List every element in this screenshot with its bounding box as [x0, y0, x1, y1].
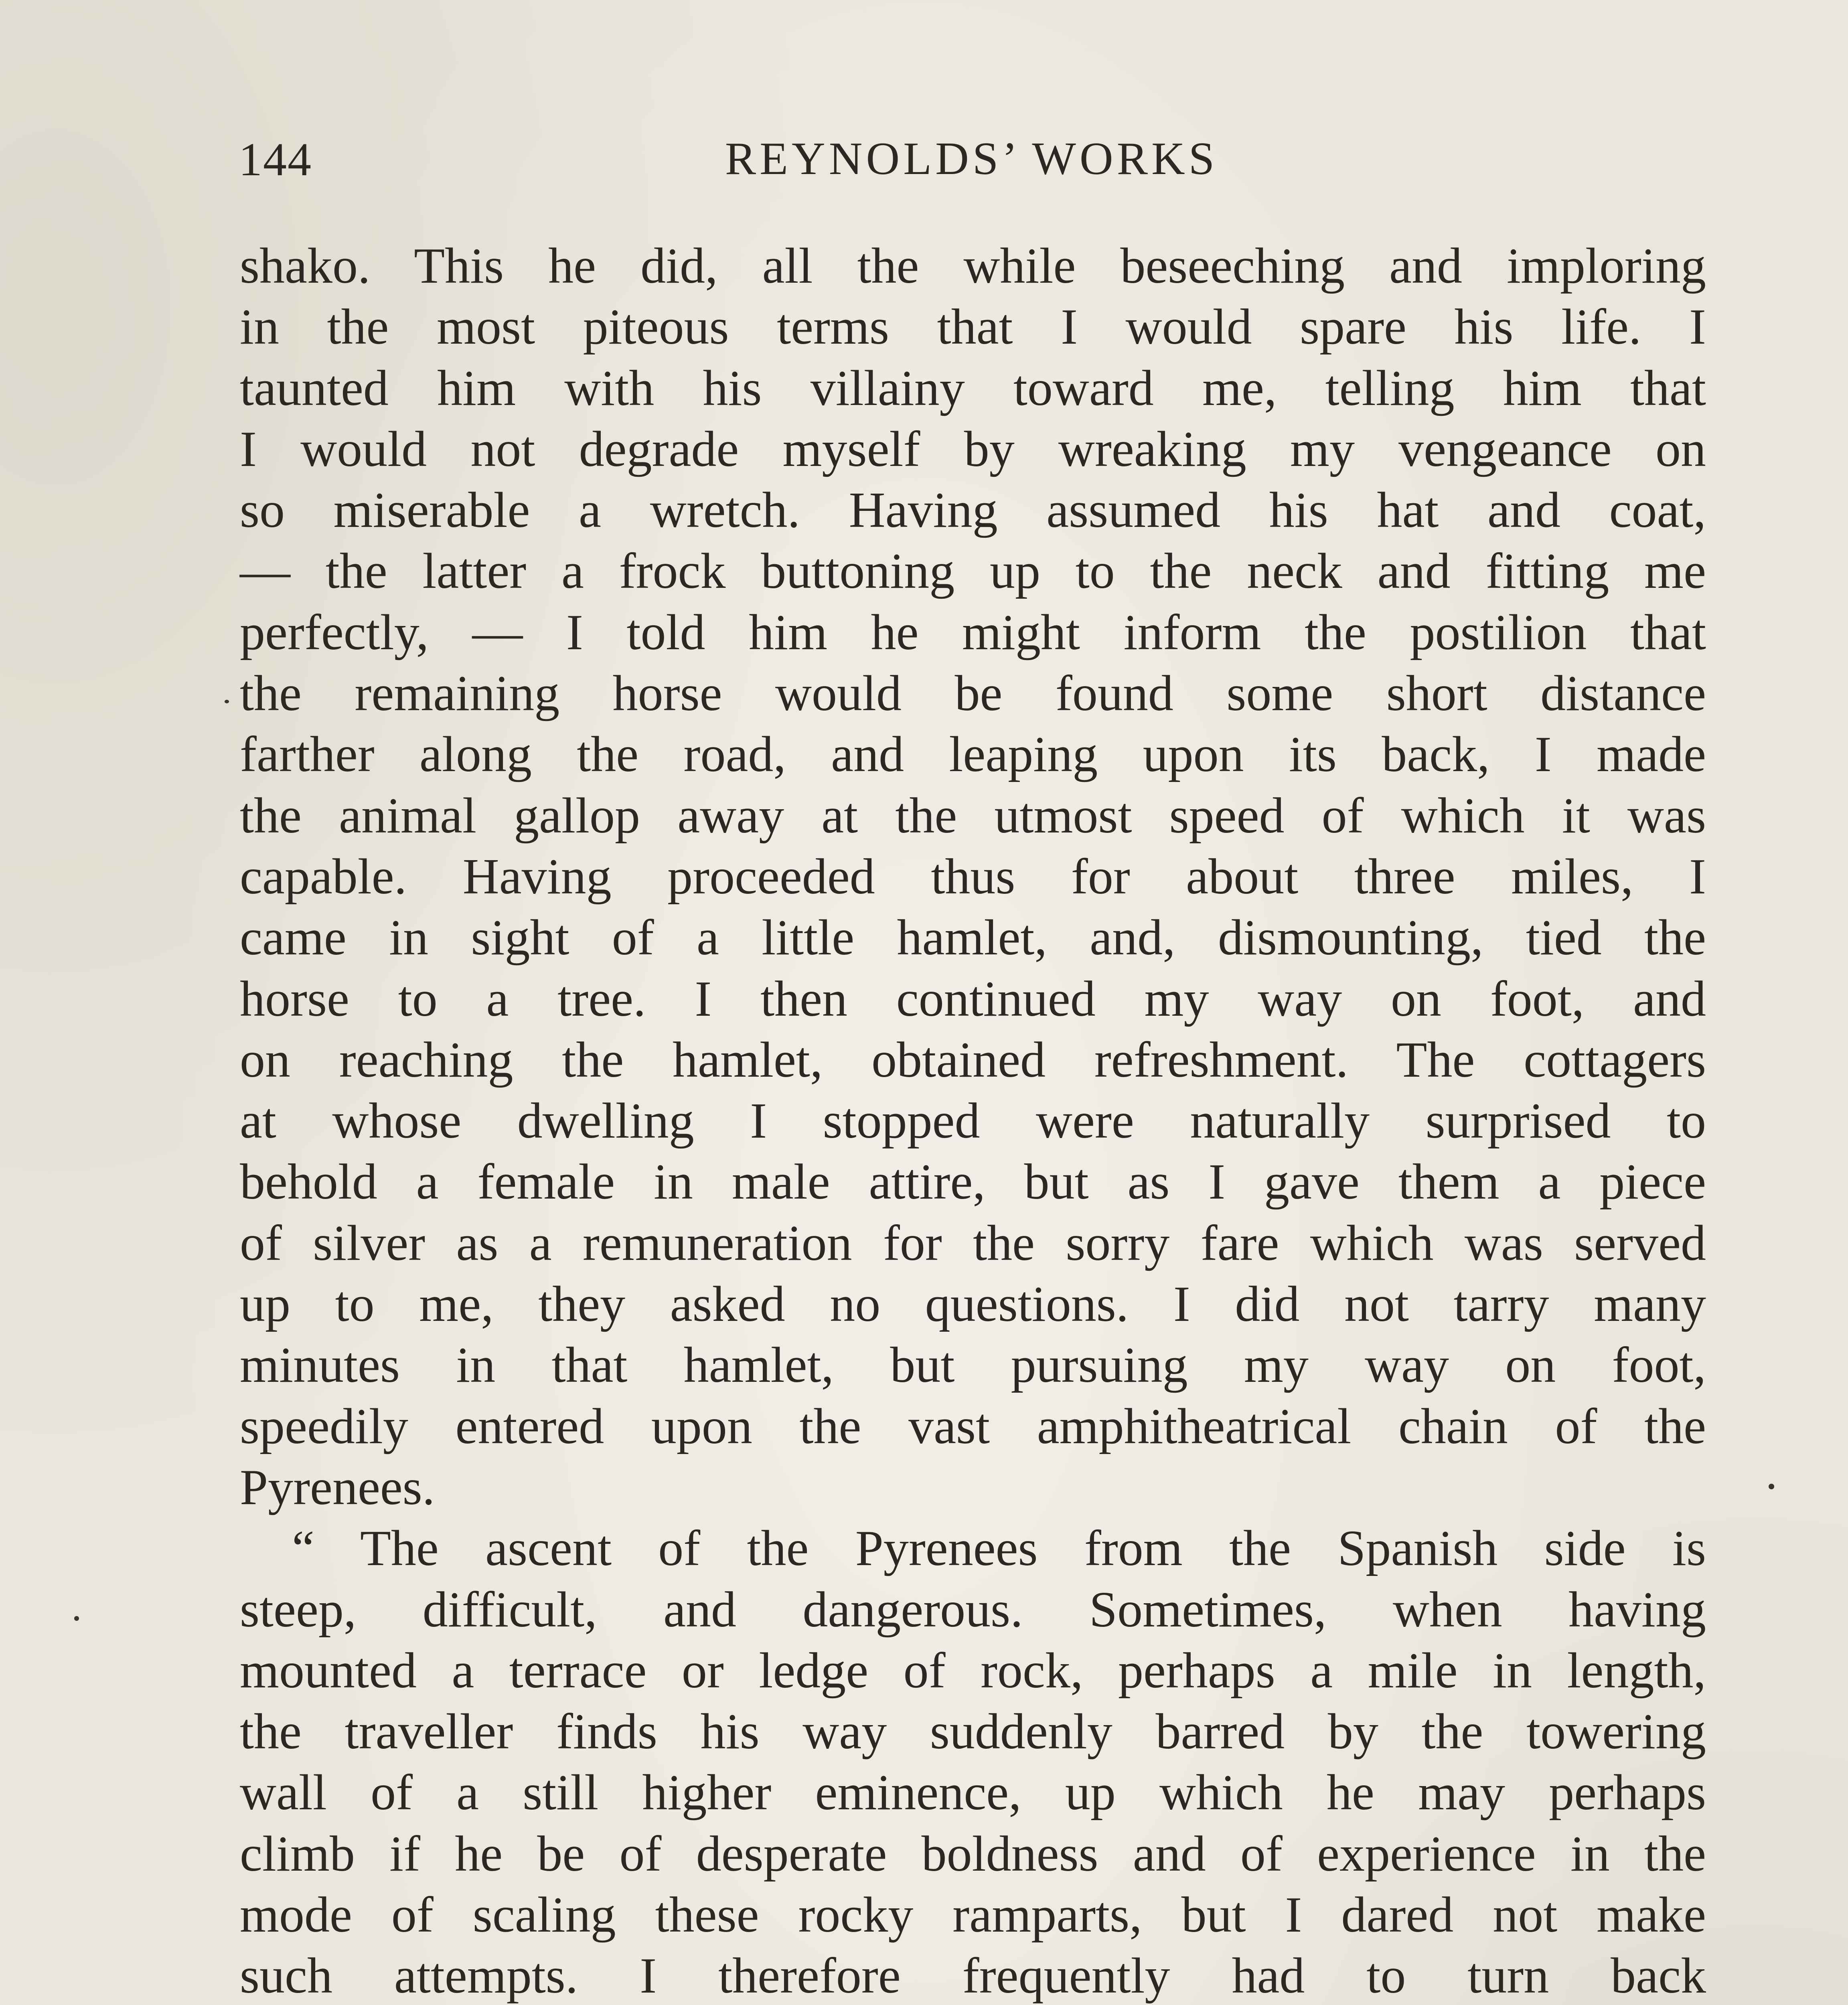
text-line: — the latter a frock buttoning up to the neck and fitting me — [240, 543, 1706, 599]
body-text — [240, 236, 1706, 2005]
text-line: mounted a terrace or ledge of rock, perhaps a mile in length, — [240, 1642, 1706, 1699]
text-line: the traveller finds his way suddenly barred by the towering — [240, 1704, 1706, 1760]
text-line: capable. Having proceeded thus for about three miles, I — [240, 849, 1706, 905]
text-line: speedily entered upon the vast amphitheatrical chain of the — [240, 1398, 1706, 1454]
text-line: the animal gallop away at the utmost speed of which it was — [240, 788, 1706, 844]
text-line: the remaining horse would be found some short distance — [240, 666, 1706, 722]
text-line: on reaching the hamlet, obtained refreshment. The cottagers — [240, 1032, 1706, 1088]
paragraph-end-line: Pyrenees. — [240, 1459, 435, 1515]
text-line: I would not degrade myself by wreaking my vengeance on — [240, 421, 1706, 477]
text-line: behold a female in male attire, but as I gave them a piece — [240, 1154, 1706, 1210]
text-line: so miserable a wretch. Having assumed his hat and coat, — [240, 482, 1706, 539]
text-line: such attempts. I therefore frequently had to turn back — [240, 1948, 1706, 2004]
text-line: climb if he be of desperate boldness and of experience in the — [240, 1826, 1706, 1882]
paragraph-start-line: “ The ascent of the Pyrenees from the Spanish side is — [292, 1521, 1706, 1577]
text-line: taunted him with his villainy toward me, telling him that — [240, 360, 1706, 416]
text-line: up to me, they asked no questions. I did not tarry many — [240, 1276, 1706, 1333]
text-line: shako. This he did, all the while beseeching and imploring — [240, 238, 1706, 294]
text-line: mode of scaling these rocky ramparts, but I dared not make — [240, 1887, 1706, 1943]
ink-speck — [74, 1616, 79, 1621]
text-line: steep, difficult, and dangerous. Sometimes, when having — [240, 1582, 1706, 1638]
running-head — [239, 120, 1704, 200]
book-title: REYNOLDS’ WORKS — [725, 133, 1218, 184]
text-line: horse to a tree. I then continued my way on foot, and — [240, 971, 1706, 1027]
ink-speck — [1769, 1484, 1774, 1489]
text-line: minutes in that hamlet, but pursuing my way on foot, — [240, 1337, 1706, 1393]
text-line: came in sight of a little hamlet, and, dismounting, tied the — [240, 910, 1706, 966]
text-line: at whose dwelling I stopped were naturally surprised to — [240, 1093, 1706, 1149]
page-number: 144 — [239, 133, 312, 186]
ink-speck — [225, 700, 229, 703]
text-line: wall of a still higher eminence, up which he may perhaps — [240, 1765, 1706, 1821]
text-line: of silver as a remuneration for the sorry fare which was served — [240, 1215, 1706, 1271]
text-line: in the most piteous terms that I would spare his life. I — [240, 299, 1706, 355]
text-line: perfectly, — I told him he might inform the postilion that — [240, 604, 1706, 660]
text-line: farther along the road, and leaping upon its back, I made — [240, 727, 1706, 783]
